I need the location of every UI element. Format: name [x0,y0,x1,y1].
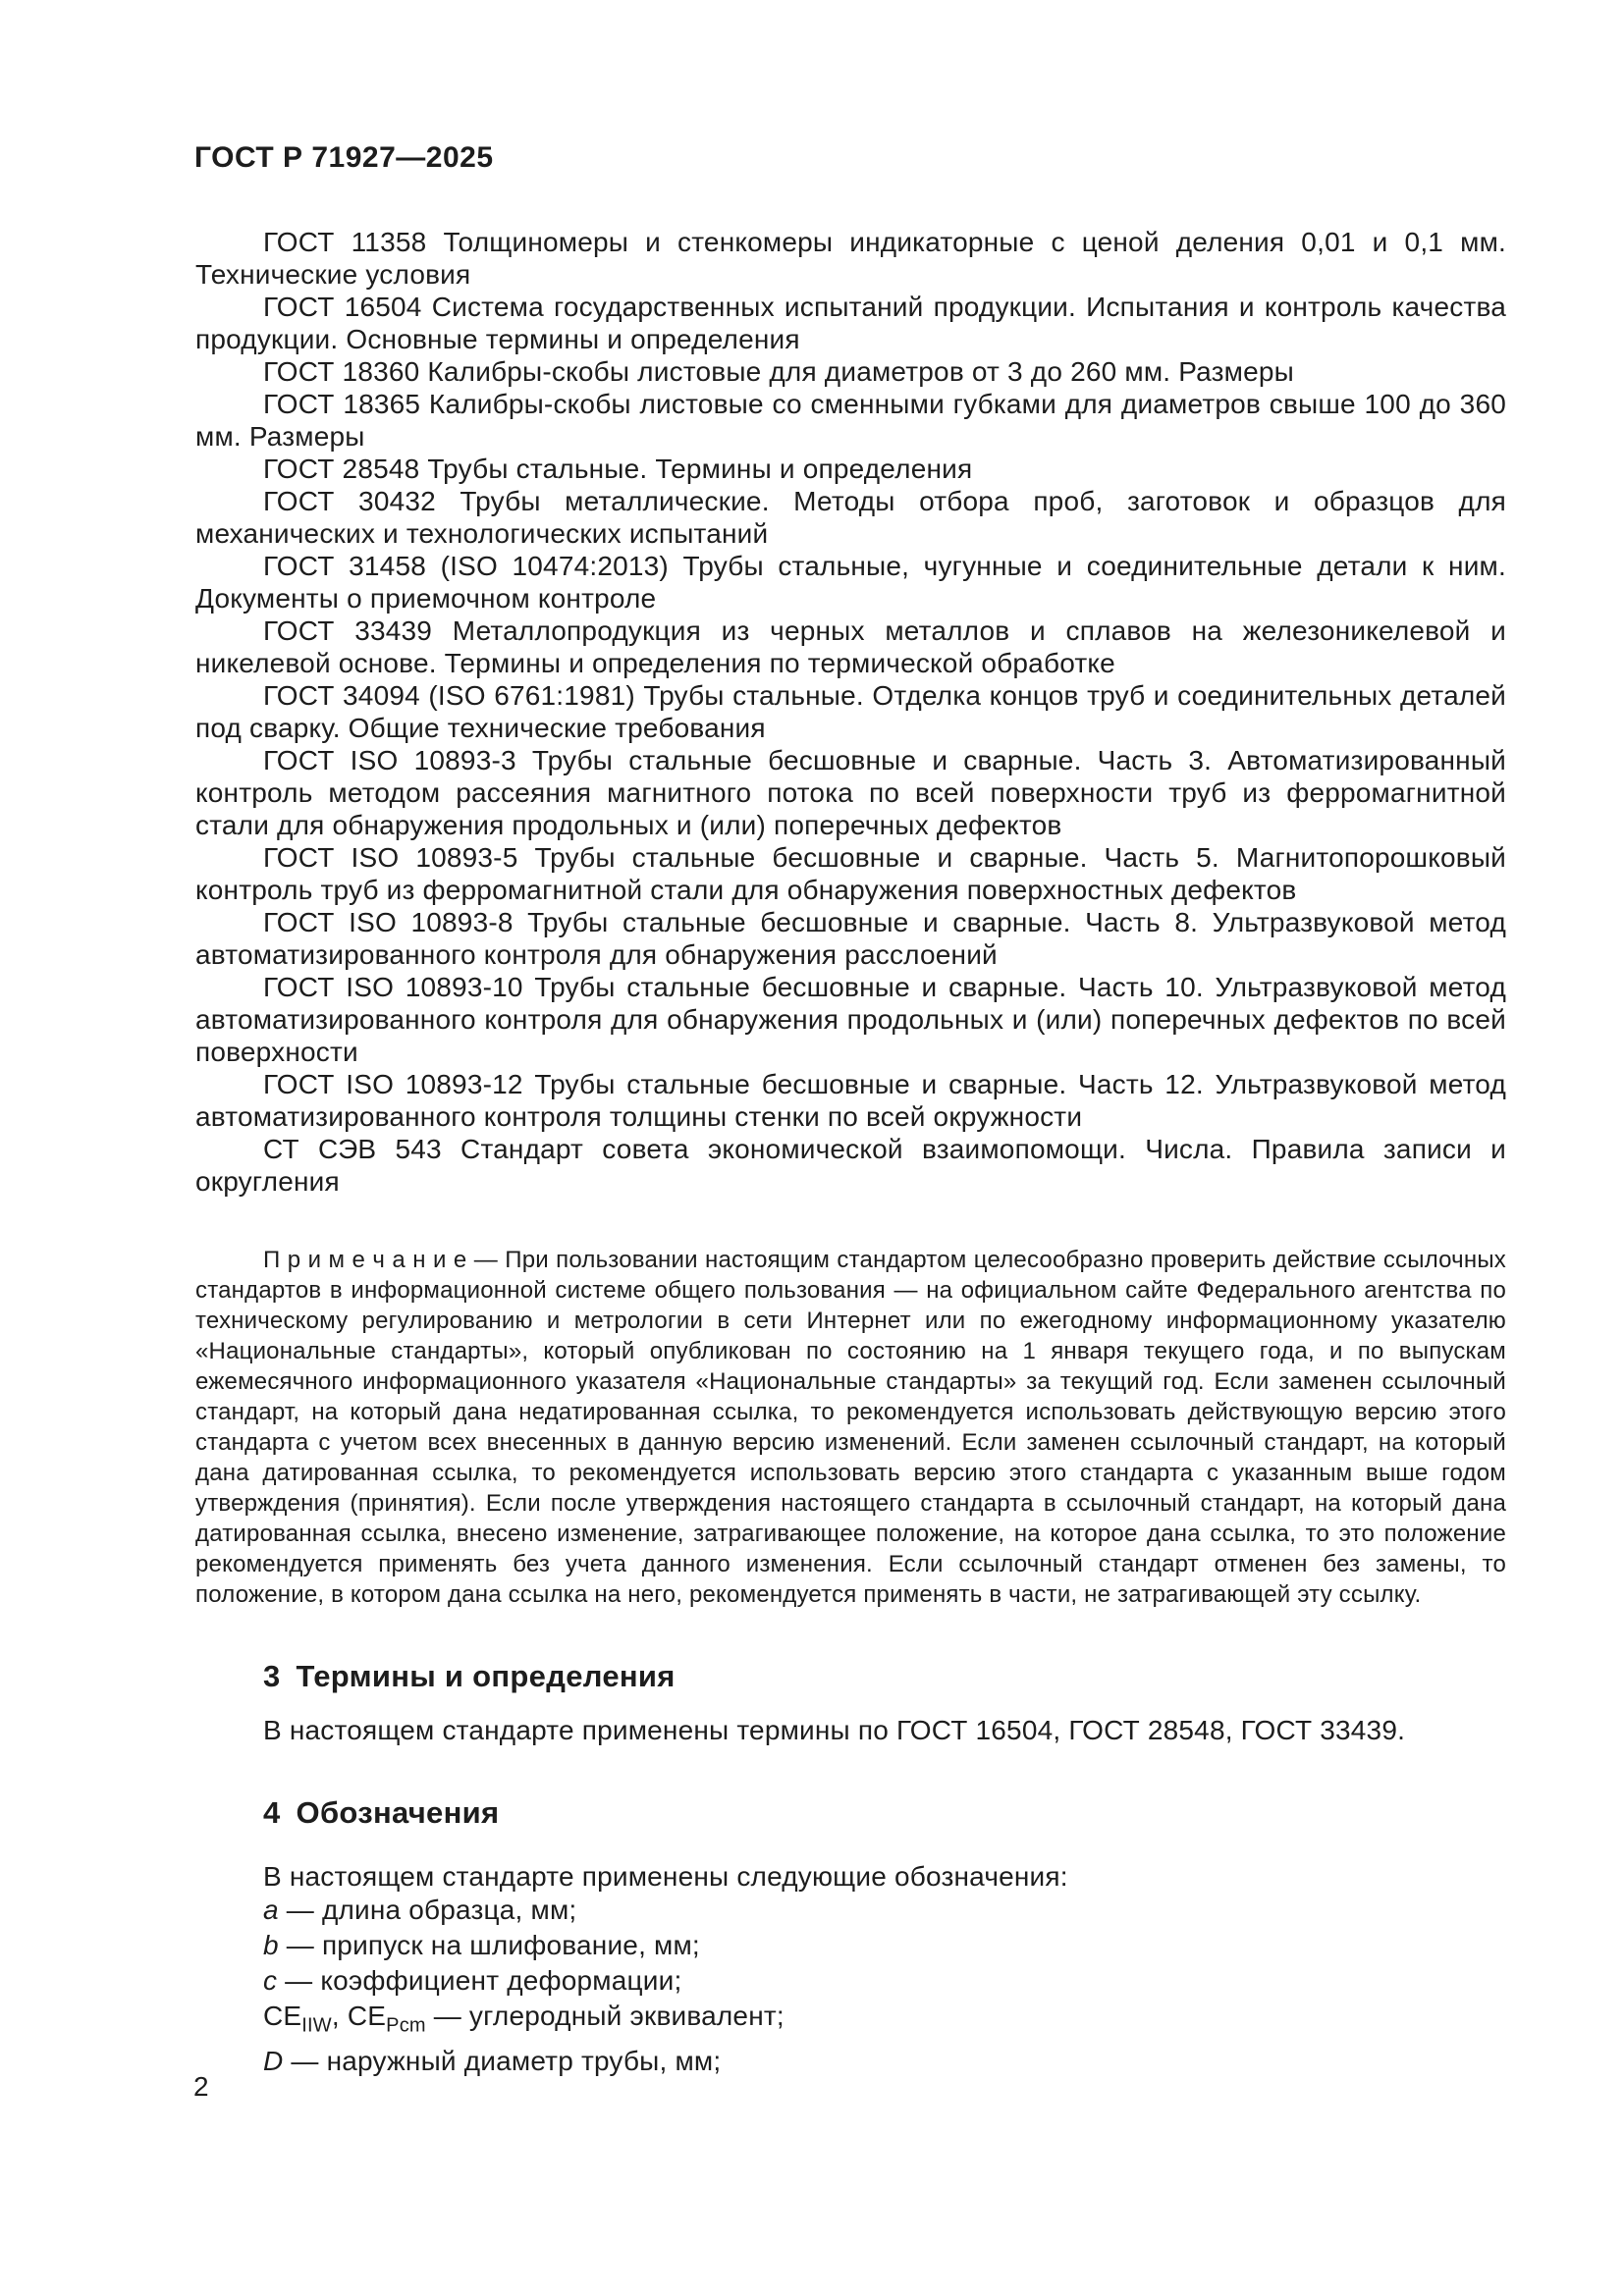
reference-item: ГОСТ ISO 10893-5 Трубы стальные бесшовные и сварные. Часть 5. Магнитопорошковый контроль труб из ферромагнитной стали для обнаружения поверхностных дефектов [195,842,1506,905]
reference-item: ГОСТ 28548 Трубы стальные. Термины и определения [263,454,973,484]
note-label: П р и м е ч а н и е [263,1247,467,1273]
section-4-heading [195,1795,1506,1831]
symbol-definition: b — припуск на шлифование, мм; [263,1930,700,1960]
reference-item: СТ СЭВ 543 Стандарт совета экономической взаимопомощи. Числа. Правила записи и округления [195,1134,1506,1197]
page-number: 2 [193,2071,209,2102]
section-4-title: Обозначения [296,1795,500,1830]
standard-designation-header: ГОСТ Р 71927—2025 [194,141,494,174]
normative-references-list [195,226,1506,1198]
page-content [195,226,1506,2079]
section-3-heading [195,1659,1506,1694]
section-4-number: 4 [263,1795,281,1830]
reference-item: ГОСТ ISO 10893-12 Трубы стальные бесшовные и сварные. Часть 12. Ультразвуковой метод автоматизированного контроля толщины стенки по всей окружности [195,1069,1506,1132]
section-3-body: В настоящем стандарте применены термины по ГОСТ 16504, ГОСТ 28548, ГОСТ 33439. [263,1715,1406,1745]
reference-item: ГОСТ 18365 Калибры-скобы листовые со сменными губками для диаметров свыше 100 до 360 мм. Размеры [195,389,1506,452]
reference-item: ГОСТ ISO 10893-10 Трубы стальные бесшовные и сварные. Часть 10. Ультразвуковой метод автоматизированного контроля для обнаружения продольных и (или) поперечных дефектов по всей поверхности [195,972,1506,1067]
section-4-intro: В настоящем стандарте применены следующие обозначения: [263,1861,1068,1892]
symbol-definition: D — наружный диаметр трубы, мм; [263,2045,722,2076]
symbols-list [195,1893,1506,2079]
note-paragraph [195,1245,1506,1610]
symbol-definition: c — коэффициент деформации; [263,1965,682,1996]
reference-item: ГОСТ 11358 Толщиномеры и стенкомеры индикаторные с ценой деления 0,01 и 0,1 мм. Технические условия [195,227,1506,290]
reference-item: ГОСТ 31458 (ISO 10474:2013) Трубы стальные, чугунные и соединительные детали к ним. Документы о приемочном контроле [195,551,1506,614]
reference-item: ГОСТ ISO 10893-3 Трубы стальные бесшовные и сварные. Часть 3. Автоматизированный контроль методом рассеяния магнитного потока по всей поверхности труб из ферромагнитной стали для обнаружения продольных и (или) поперечных дефектов [195,745,1506,840]
reference-item: ГОСТ 16504 Система государственных испытаний продукции. Испытания и контроль качества продукции. Основные термины и определения [195,292,1506,354]
section-3-number: 3 [263,1659,281,1693]
reference-item: ГОСТ 18360 Калибры-скобы листовые для диаметров от 3 до 260 мм. Размеры [263,356,1294,387]
reference-item: ГОСТ 33439 Металлопродукция из черных металлов и сплавов на железоникелевой и никелевой основе. Термины и определения по термической обработке [195,615,1506,678]
symbol-definition: a — длина образца, мм; [263,1895,577,1925]
reference-item: ГОСТ ISO 10893-8 Трубы стальные бесшовные и сварные. Часть 8. Ультразвуковой метод автоматизированного контроля для обнаружения расслоений [195,907,1506,970]
symbol-definition: $CE_{IIW}$, $CE_{Pcm}$ — углеродный эквивалент; [263,2001,785,2037]
reference-item: ГОСТ 30432 Трубы металлические. Методы отбора проб, заготовок и образцов для механических и технологических испытаний [195,486,1506,549]
note-text: — При пользовании настоящим стандартом целесообразно проверить действие ссылочных стандартов в информационной системе общего пользования — на официальном сайте Федерального агентства по техническому регулированию и метрологии в сети Интернет или по ежегодному информационному указателю «Национальные стандарты», который опубликован по состоянию на 1 января текущего года, и по выпускам ежемесячного информационного указателя «Национальные стандарты» за текущий год. Если заменен ссылочный стандарт, на который дана недатированная ссылка, то рекомендуется использовать действующую версию этого стандарта с учетом всех внесенных в данную версию изменений. Если заменен ссылочный стандарт, на который дана датированная ссылка, то рекомендуется использовать версию этого стандарта с указанным выше годом утверждения (принятия). Если после утверждения настоящего стандарта в ссылочный стандарт, на который дана датированная ссылка, внесено изменение, затрагивающее положение, на которое дана ссылка, то это положение рекомендуется применять без учета данного изменения. Если ссылочный стандарт отменен без замены, то положение, в котором дана ссылка на него, рекомендуется применять в части, не затрагивающей эту ссылку. [195,1247,1506,1608]
section-3-title: Термины и определения [296,1659,676,1693]
reference-item: ГОСТ 34094 (ISO 6761:1981) Трубы стальные. Отделка концов труб и соединительных деталей под сварку. Общие технические требования [195,680,1506,743]
